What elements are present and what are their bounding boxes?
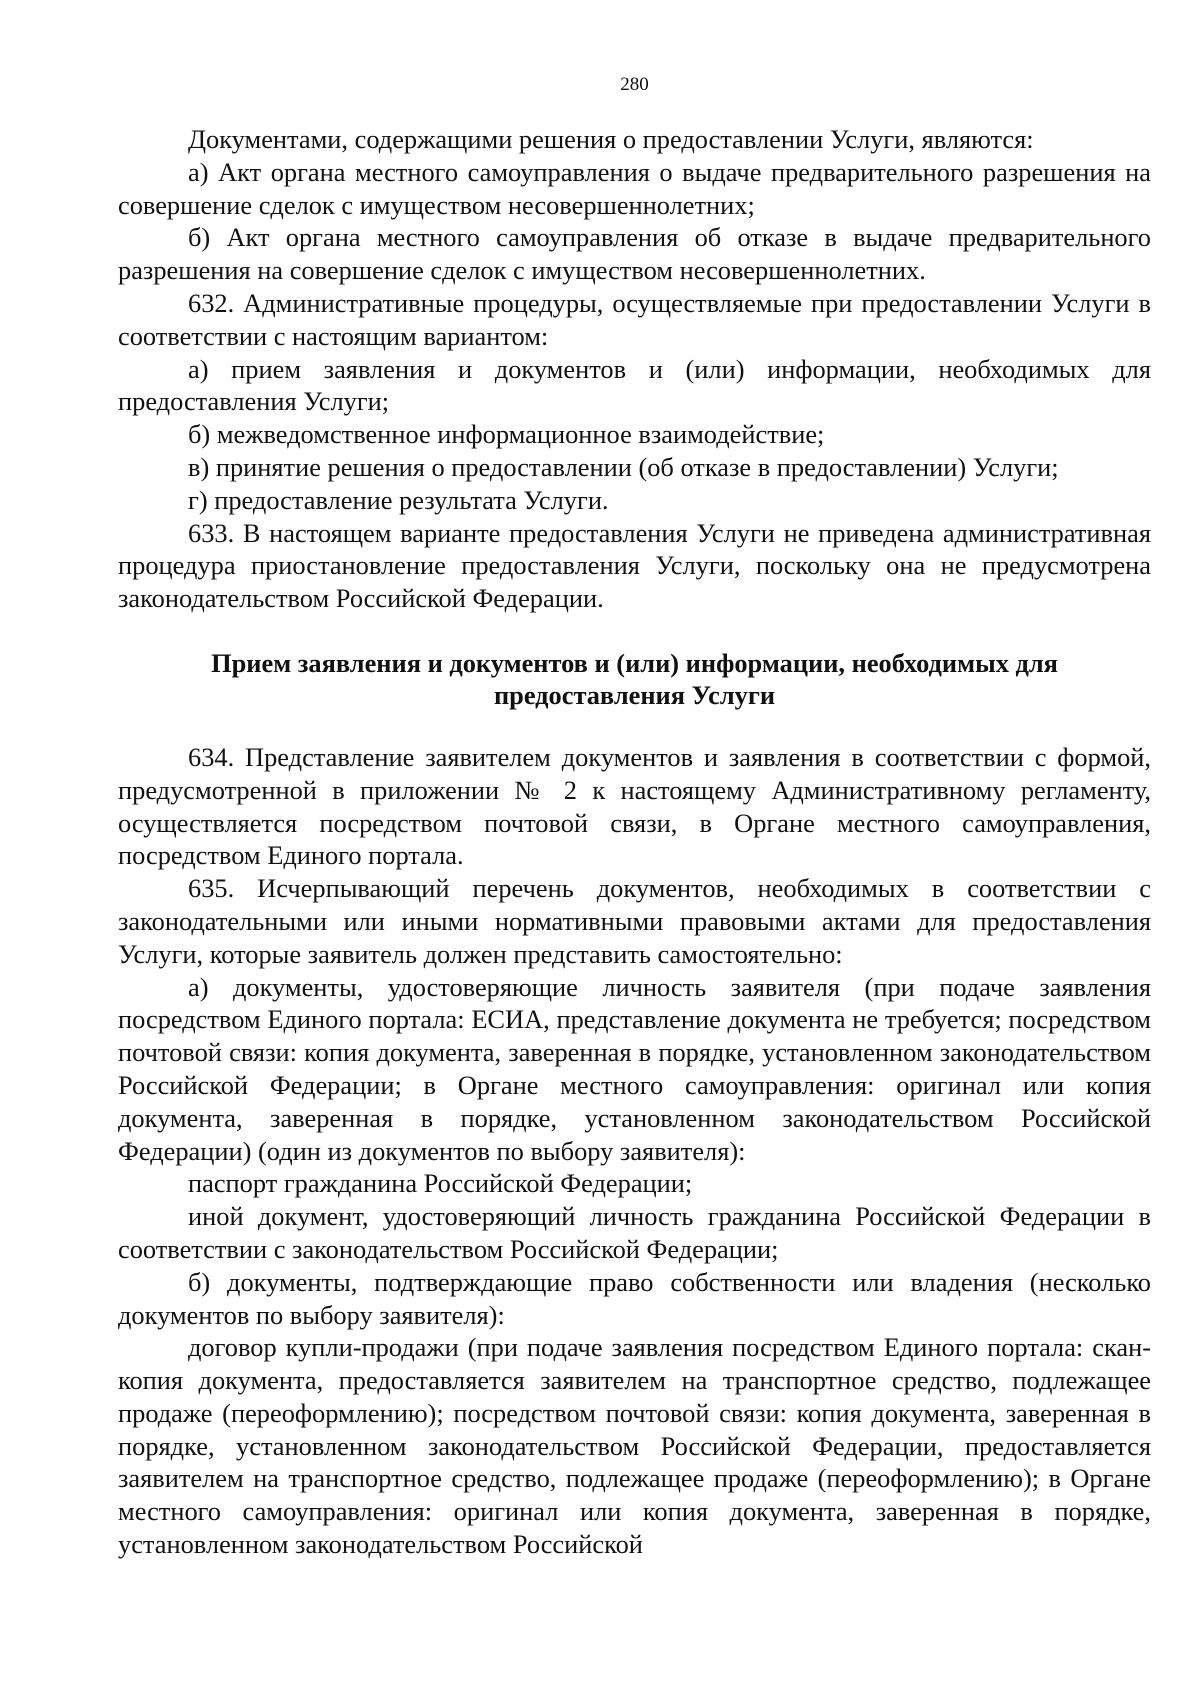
- paragraph-635: 635. Исчерпывающий перечень документов, необходимых в соответствии с законодательными или иными нормативными правовыми актами для предоставления Услуги, которые заявитель должен представить самостоятельно:: [118, 873, 1151, 969]
- paragraph-decision-documents: Документами, содержащими решения о предоставлении Услуги, являются:: [188, 124, 1034, 154]
- paragraph-632-item-a: а) прием заявления и документов и (или) информации, необходимых для предоставления Услуги;: [118, 353, 1151, 417]
- paragraph-632: 632. Административные процедуры, осуществляемые при предоставлении Услуги в соответствии с настоящим вариантом:: [118, 287, 1151, 351]
- section-heading-line2: предоставления Услуги: [493, 679, 776, 710]
- paragraph-sale-contract: договор купли-продажи (при подаче заявления посредством Единого портала: скан-копия документа, предоставляется заявителем на транспортное средство, подлежащее продаже (переоформлению); посредством почтовой связи: копия документа, заверенная в порядке, установленном законодательством Российской Федерации, предоставляется заявителем на транспортное средство, подлежащее продаже (переоформлению); в Органе местного самоуправления: оригинал или копия документа, заверенная в порядке, установленном законодательством Российской: [118, 1332, 1151, 1560]
- paragraph-632-item-v: в) принятие решения о предоставлении (об отказе в предоставлении) Услуги;: [188, 451, 1059, 482]
- paragraph-635-item-a: а) документы, удостоверяющие личность заявителя (при подаче заявления посредством Единого портала: ЕСИА, представление документа не требуется; посредством почтовой связи: копия документа, заверенная в порядке, установленном законодательством Российской Федерации; в Органе местного самоуправления: оригинал или копия документа, заверенная в порядке, установленном законодательством Российской Федерации) (один из документов по выбору заявителя):: [118, 971, 1151, 1166]
- paragraph-634: 634. Представление заявителем документов и заявления в соответствии с формой, предусмотренной в приложении № 2 к настоящему Административному регламенту, осуществляется посредством почтовой связи, в Органе местного самоуправления, посредством Единого портала.: [118, 741, 1151, 871]
- paragraph-item-b-act-refusal: б) Акт органа местного самоуправления об отказе в выдаче предварительного разрешения на совершение сделок с имуществом несовершеннолетних.: [118, 222, 1151, 286]
- section-heading: [118, 647, 1151, 711]
- paragraph-item-a-act-issue: а) Акт органа местного самоуправления о выдаче предварительного разрешения на совершение сделок с имуществом несовершеннолетних;: [118, 156, 1151, 220]
- paragraph-632-item-g: г) предоставление результата Услуги.: [188, 484, 609, 515]
- paragraph-passport: паспорт гражданина Российской Федерации;: [188, 1168, 693, 1199]
- paragraph-632-item-b: б) межведомственное информационное взаимодействие;: [188, 419, 825, 450]
- document-body: [118, 123, 1151, 1561]
- paragraph-other-id-document: иной документ, удостоверяющий личность гражданина Российской Федерации в соответствии с законодательством Российской Федерации;: [118, 1201, 1151, 1264]
- paragraph-635-item-b: б) документы, подтверждающие право собственности или владения (несколько документов по выбору заявителя):: [118, 1266, 1151, 1330]
- paragraph-633: 633. В настоящем варианте предоставления Услуги не приведена административная процедура приостановление предоставления Услуги, поскольку она не предусмотрена законодательством Российской Федерации.: [118, 517, 1151, 614]
- section-heading-line1: Прием заявления и документов и (или) информации, необходимых для: [211, 647, 1058, 678]
- page-number: 280: [620, 74, 649, 95]
